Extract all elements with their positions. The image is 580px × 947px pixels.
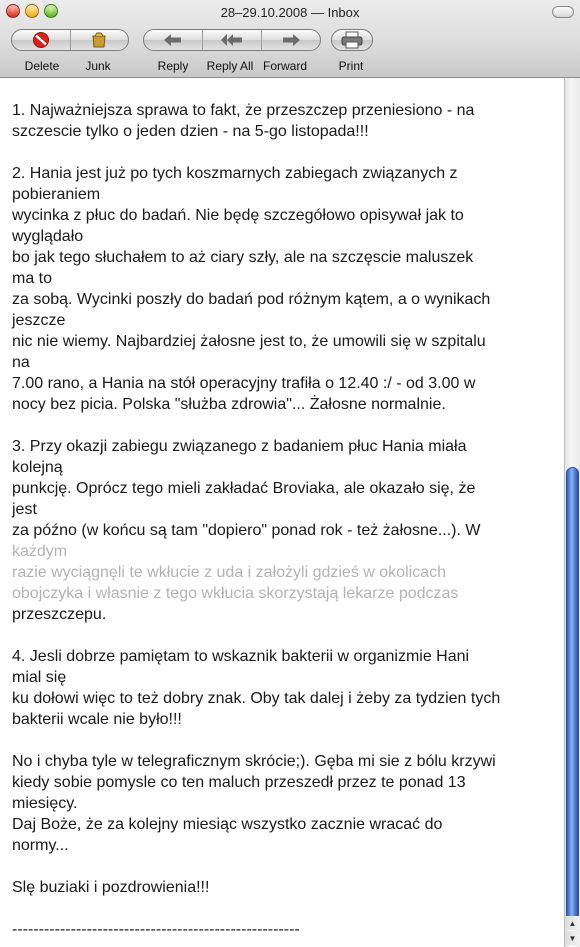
message-line: ku dołowi więc to też dobry znak. Oby tak dalej i żeby za tydzien tych [12, 690, 501, 707]
junk-label[interactable]: Junk [85, 59, 111, 73]
message-line: jeszcze [12, 312, 66, 329]
message-line: wycinka z płuc do badań. Nie będę szczegółowo opisywał jak to [12, 207, 464, 224]
reply-all-label[interactable]: Reply All [206, 59, 254, 73]
message-line: kolejną [12, 459, 63, 476]
message-line: 1. Najważniejsza sprawa to fakt, że przeszczep przeniesiono - na [12, 102, 475, 119]
message-line: szczescie tylko o jeden dzien - na 5-go listopada!!! [12, 123, 369, 140]
message-line: 4. Jesli dobrze pamiętam to wskaznik bakterii w organizmie Hani [12, 648, 470, 665]
no-entry-icon [30, 31, 52, 49]
print-group [331, 29, 373, 51]
message-line: razie wyciągnęli te wkłucie z uda i założyli gdzieś w okolicach [12, 564, 446, 581]
delete-junk-group [11, 29, 129, 51]
reply-label[interactable]: Reply [157, 59, 189, 73]
message-line: No i chyba tyle w telegraficznym skrócie;). Gęba mi sie z bólu krzywi [12, 753, 496, 770]
print-button[interactable] [332, 30, 372, 50]
toolbar-toggle-button[interactable] [552, 6, 574, 18]
message-line: Daj Boże, że za kolejny miesiąc wszystko zacznie wracać do [12, 816, 443, 833]
message-line: bakterii wcale nie było!!! [12, 711, 182, 728]
scroll-up-icon[interactable]: ▲ [565, 916, 580, 930]
message-line: każdym [12, 543, 68, 560]
message-line [12, 625, 560, 646]
message-line: Slę buziaki i pozdrowienia!!! [12, 879, 210, 896]
printer-icon [340, 31, 364, 49]
junk-button[interactable] [71, 30, 129, 50]
message-line: nocy bez picia. Polska "służba zdrowia"... Żałosne normalnie. [12, 396, 446, 413]
print-label[interactable]: Print [338, 59, 364, 73]
message-line [12, 730, 560, 751]
message-line: bo jak tego słuchałem to aż ciary szły, ale na szczęscie maluszek [12, 249, 474, 266]
message-line: nic nie wiemy. Najbardziej żałosne jest to, że umowili się w szpitalu [12, 333, 486, 350]
message-line: ma to [12, 270, 53, 287]
window-title: 28–29.10.2008 — Inbox [220, 5, 360, 20]
message-line: 2. Hania jest już po tych koszmarnych zabiegach związanych z [12, 165, 458, 182]
message-line: 3. Przy okazji zabiegu związanego z badaniem płuc Hania miała [12, 438, 467, 455]
message-line: wyglądało [12, 228, 84, 245]
message-line [12, 856, 560, 877]
message-line: na [12, 354, 30, 371]
message-line: miesięcy. [12, 795, 78, 812]
message-line: za sobą. Wycinki poszły do badań pod różnym kątem, a o wynikach [12, 291, 491, 308]
message-text [12, 100, 560, 940]
message-line: punkcję. Oprócz tego mieli zakładać Broviaka, ale okazało się, że [12, 480, 476, 497]
forward-label[interactable]: Forward [262, 59, 307, 73]
scroll-down-icon[interactable]: ▼ [565, 931, 580, 945]
message-line: pobieraniem [12, 186, 101, 203]
delete-label[interactable]: Delete [24, 59, 60, 73]
scrollbar-thumb[interactable] [566, 467, 579, 921]
message-line [12, 898, 560, 919]
message-line [12, 142, 560, 163]
reply-button[interactable] [144, 30, 203, 50]
message-line: obojczyka i własnie z tego wkłucia skorzystają lekarze podczas [12, 585, 459, 602]
reply-arrow-icon [161, 32, 185, 48]
reply-all-arrow-icon [219, 32, 245, 48]
junk-bag-icon [88, 31, 110, 49]
message-line: za późno (w końcu są tam "dopiero" ponad rok - też żałosne...). W [12, 522, 481, 539]
message-line [12, 415, 560, 436]
window-toolbar [0, 0, 580, 78]
message-line: ------------------------------------------------------ [12, 921, 300, 938]
message-line: jest [12, 501, 37, 518]
vertical-scrollbar[interactable] [564, 78, 580, 947]
message-line: przeszczepu. [12, 606, 107, 623]
delete-button[interactable] [12, 30, 71, 50]
message-line: 7.00 rano, a Hania na stół operacyjny trafiła o 12.40 :/ - od 3.00 w [12, 375, 476, 392]
message-line: normy... [12, 837, 69, 854]
message-body[interactable] [0, 78, 564, 947]
message-line: mial się [12, 669, 67, 686]
reply-all-button[interactable] [203, 30, 262, 50]
forward-arrow-icon [279, 32, 303, 48]
reply-forward-group [143, 29, 321, 51]
forward-button[interactable] [262, 30, 320, 50]
message-line: kiedy sobie pomysle co ten maluch przeszedł przez te ponad 13 [12, 774, 466, 791]
